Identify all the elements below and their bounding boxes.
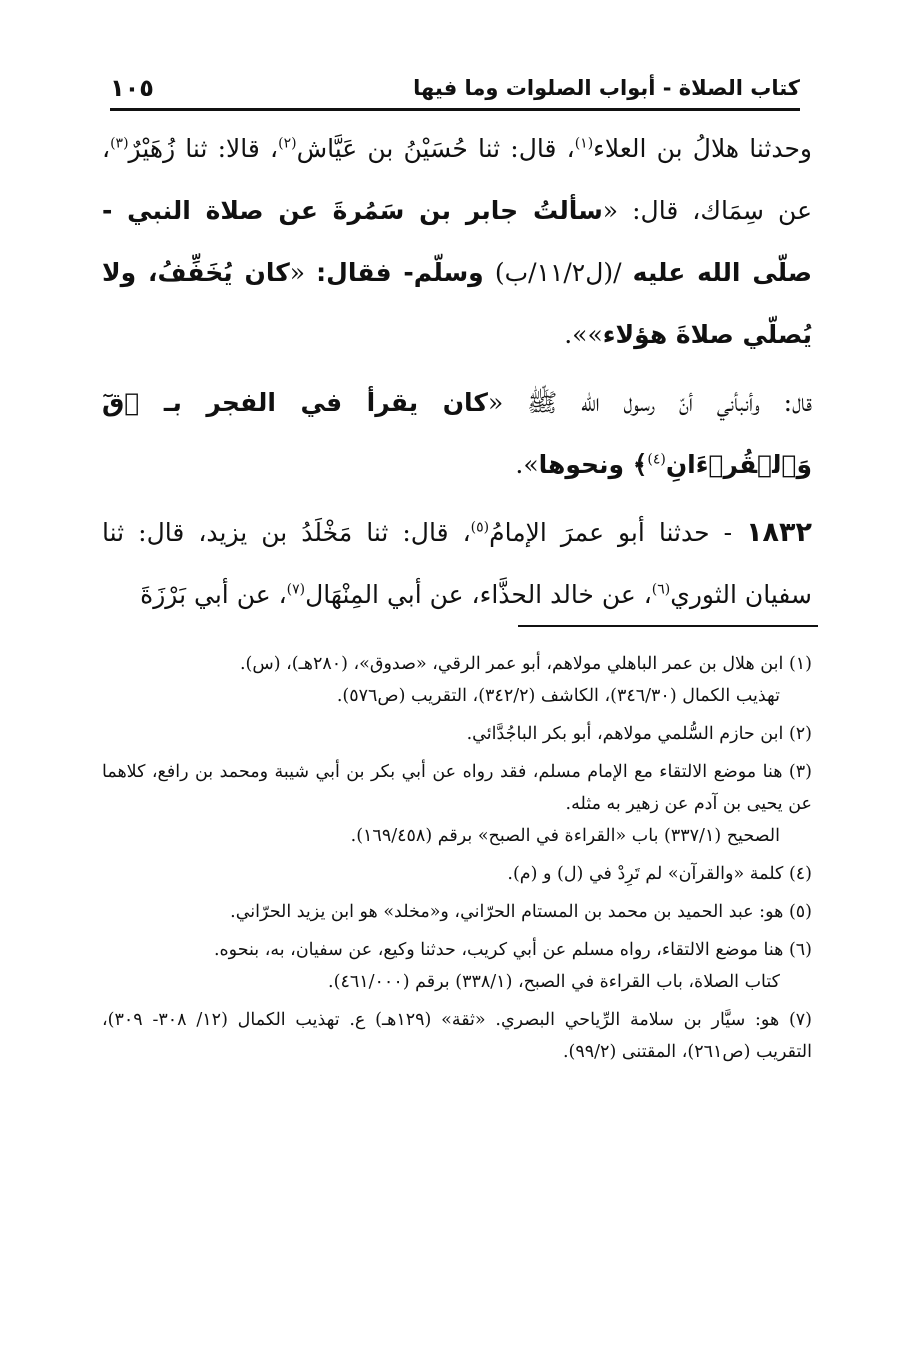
hadith-text: كان يقرأ في الفجر بـ ﴿قٓ وَٱلۡقُرۡءَانِ [102,388,812,479]
footnote-text: ابن هلال بن عمر الباهلي مولاهم، أبو عمر الرقي، «صدوق»، (٢٨٠هـ)، (س). [239,654,784,674]
main-text [102,118,812,626]
footnote [102,1004,812,1068]
footnote-ref: (٣) [110,135,129,152]
footnote-text: ابن حازم السُّلمي مولاهم، أبو بكر الباجُدَّائي. [466,724,784,744]
footnote-ref: (١) [574,135,594,152]
footnote [102,858,812,890]
footnote-continuation: تهذيب الكمال (٣٤٦/٣٠)، الكاشف (٣٤٢/٢)، التقريب (ص٥٧٦). [336,686,780,706]
footnote [102,934,812,998]
footnote-number: (١) [788,654,812,674]
page-number: ١٠٥ [110,74,154,102]
footnote-number: (٣) [788,762,812,782]
footnote-number: (٧) [788,1010,812,1030]
text-run: ، قال: ثنا مَخْلَدُ بن يزيد، قال: ثنا سفيان الثوري [102,518,812,609]
hadith-text: سألتُ جابر بن سَمُرةَ عن صلاة النبي - صلّى الله عليه [102,196,812,287]
footnote-ref: (٧) [286,581,306,598]
hadith-text: ﴾ ونحوها [538,450,648,479]
hadith-text: وسلّم- فقال: [316,258,484,287]
footnote [102,896,812,928]
hadith-number: ١٨٣٢ [746,517,812,548]
footnote-number: (٥) [788,902,812,922]
footnote-ref: (٢) [278,135,297,152]
manuscript-ref: /(ل١١/٢/ب) [483,258,633,287]
text-run: ، عن خالد الحذَّاء، عن أبي المِنْهَال [305,580,652,609]
footnote-text: هنا موضع الالتقاء، رواه مسلم عن أبي كريب، حدثنا وكيع، عن سفيان، به، بنحوه. [213,940,784,960]
hadith-text: كان يُخَفِّفُ، ولا يُصلّي صلاةَ هؤلاء [102,258,812,349]
text-run: وحدثنا هلالُ بن العلاء [593,134,812,163]
running-title: كتاب الصلاة - أبواب الصلوات وما فيها [413,76,800,100]
text-run: ، عن سِمَاك، قال: « [102,134,812,225]
footnote-ref: (٦) [651,581,671,598]
text-run: ، قالا: ثنا زُهَيْرٌ [128,134,279,163]
footnote-text: هو: عبد الحميد بن محمد بن المستام الحرّاني، و«مخلد» هو ابن يزيد الحرّاني. [230,902,784,922]
footnote-text: هنا موضع الالتقاء مع الإمام مسلم، فقد رواه عن أبي بكر بن أبي شيبة ومحمد بن رافع، كلاهما عن يحيى بن آدم عن زهير به مثله. [102,762,812,814]
footnote-text: هو: سيَّار بن سلامة الرِّياحي البصري. «ثقة» (١٢٩هـ) ع. تهذيب الكمال (١٢/ ٣٠٨- ٣٠٩)، التقريب (ص٢٦١)، المقتنى (٩٩/٢). [102,1010,812,1062]
footnote-ref: (٤) [647,451,666,468]
text-run: ، عن أبي بَرْزَةَ [140,580,287,609]
footnote-separator [518,625,818,627]
text-run: »». [564,320,603,349]
footnote-continuation: الصحيح (٣٣٧/١) باب «القراءة في الصبح» برقم (١٦٩/٤٥٨). [350,826,780,846]
paragraph-hadith-1832 [102,502,812,626]
paragraph-hadith-continuation [102,118,812,366]
footnote-number: (٤) [788,864,812,884]
footnote-ref: (٥) [470,519,490,536]
text-run: ». [515,450,539,479]
footnote-number: (٦) [788,940,812,960]
footnote-continuation: كتاب الصلاة، باب القراءة في الصبح، (٣٣٨/١) برقم (٤٦١/٠٠٠). [328,972,780,992]
running-header [110,68,800,111]
footnote-number: (٢) [788,724,812,744]
text-run: ، قال: ثنا حُسَيْنُ بن عَيَّاش [296,134,575,163]
text-run: « [289,258,317,287]
text-run: قال: وأنبأني أنّ رسول الله ﷺ « [487,388,812,417]
footnote [102,648,812,712]
footnote-text: كلمة «والقرآن» لم تَرِدْ في (ل) و (م). [507,864,784,884]
paragraph-fajr-reading [102,372,812,496]
text-run: - حدثنا أبو عمرَ الإمامُ [489,518,747,547]
footnotes [102,648,812,1074]
footnote [102,718,812,750]
footnote [102,756,812,852]
